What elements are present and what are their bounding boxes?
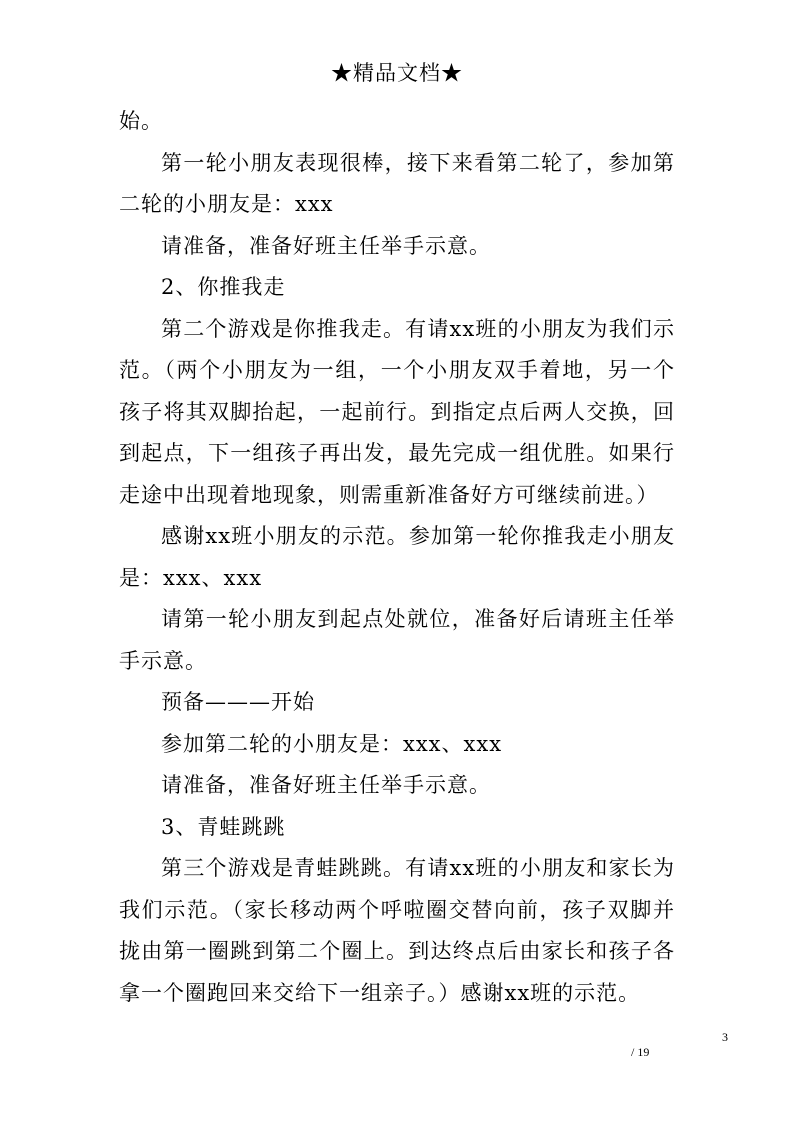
section-heading-3: 3、青蛙跳跳 xyxy=(161,814,286,839)
paragraph-6: 感谢xx班小朋友的示范。参加第一轮你推我走小朋友是：xxx、xxx xyxy=(119,524,675,590)
paragraph-3: 请准备，准备好班主任举手示意。 xyxy=(161,233,491,258)
paragraph-12: 第三个游戏是青蛙跳跳。有请xx班的小朋友和家长为我们示范。（家长移动两个呼啦圈交替向前，孩子双脚并拢由第一圈跳到第二个圈上。到达终点后由家长和孩子各拿一个圈跑回来交给下一组亲子。）感谢xx班的示范。 xyxy=(119,856,675,1005)
paragraph-8: 预备———开始 xyxy=(161,690,315,714)
page-number: 3 xyxy=(722,1030,728,1044)
paragraph-2: 第一轮小朋友表现很棒，接下来看第二轮了，参加第二轮的小朋友是：xxx xyxy=(119,150,675,216)
paragraph-5: 第二个游戏是你推我走。有请xx班的小朋友为我们示范。（两个小朋友为一组，一个小朋友双手着地，另一个孩子将其双脚抬起，一起前行。到指定点后两人交换，回到起点，下一组孩子再出发，最先完成一组优胜。如果行走途中出现着地现象，则需重新准备好方可继续前进。） xyxy=(119,316,675,507)
paragraph-7: 请第一轮小朋友到起点处就位，准备好后请班主任举手示意。 xyxy=(119,607,675,673)
page-total: / 19 xyxy=(631,1045,650,1059)
section-heading-2: 2、你推我走 xyxy=(161,275,286,299)
paragraph-9: 参加第二轮的小朋友是：xxx、xxx xyxy=(161,731,503,756)
paragraph-10: 请准备，准备好班主任举手示意。 xyxy=(161,773,491,797)
document-body xyxy=(119,101,675,1014)
page-header-title: ★精品文档★ xyxy=(331,61,463,85)
paragraph-1: 始。 xyxy=(119,109,163,133)
